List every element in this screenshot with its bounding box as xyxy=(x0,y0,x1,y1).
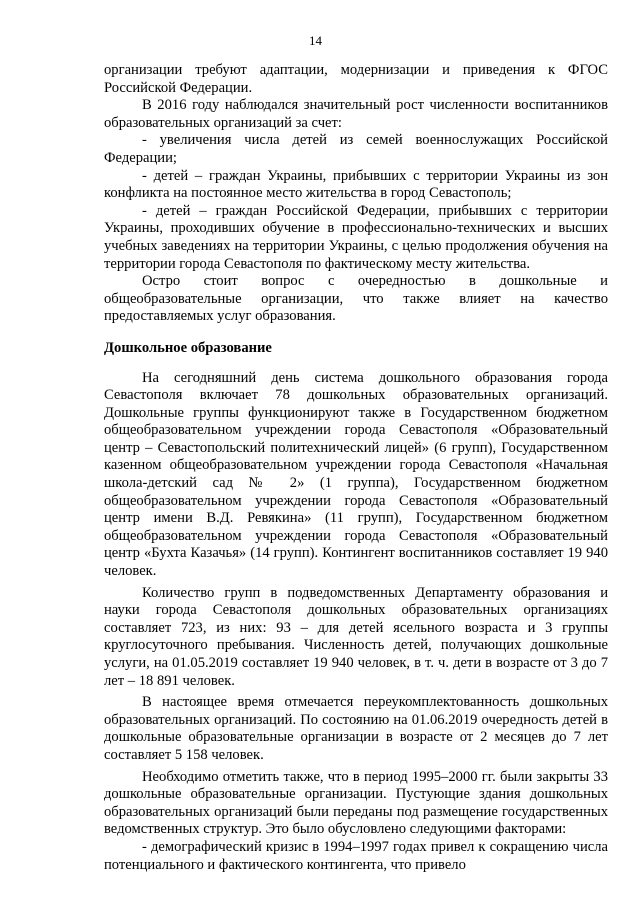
paragraph: В 2016 году наблюдался значительный рост численности воспитанников образовательных организаций за счет: xyxy=(104,97,608,131)
list-item: - увеличения числа детей из семей военнослужащих Российской Федерации; xyxy=(104,132,608,166)
paragraph: организации требуют адаптации, модернизации и приведения к ФГОС Российской Федерации. xyxy=(104,62,608,96)
section-heading: Дошкольное образование xyxy=(104,339,272,356)
paragraph: Количество групп в подведомственных Департаменту образования и науки города Севастополя дошкольных образовательных организациях составляет 723, из них: 93 – для детей ясельного возраста и 3 группы круглосуточного пребывания. Численность детей, получающих дошкольные услуги, на 01.05.2019 составляет 19 940 человек, в т. ч. дети в возрасте от 3 до 7 лет – 18 891 человек. xyxy=(104,584,608,689)
list-item: - демографический кризис в 1994–1997 годах привел к сокращению числа потенциального и фактического контингента, что привело xyxy=(104,838,608,873)
list-item: - детей – граждан Российской Федерации, прибывших с территории Украины, проходивших обучение в профессионально-технических и высших учебных заведениях на территории Украины, с целью продолжения обучения на территории города Севастополя по фактическому месту жительства. xyxy=(104,202,608,272)
paragraph: Остро стоит вопрос с очередностью в дошкольные и общеобразовательные организации, что также влияет на качество предоставляемых услуг образования. xyxy=(104,273,608,325)
paragraph: В настоящее время отмечается переукомплектованность дошкольных образовательных организаций. По состоянию на 01.06.2019 очередность детей в дошкольные образовательные организации в возрасте от 2 месяцев до 7 лет составляет 5 158 человек. xyxy=(104,694,608,763)
paragraph: На сегодняшний день система дошкольного образования города Севастополя включает 78 дошкольных образовательных организаций. Дошкольные группы функционируют также в Государственном бюджетном общеобразовательном учреждении города Севастополя «Образовательный центр – Севастопольский политехнический лицей» (6 групп), Государственном казенном общеобразовательном учреждении города Севастополя «Начальная школа-детский сад № 2» (1 группа), Государственном бюджетном общеобразовательном учреждении города Севастополя «Образовательный центр имени В.Д. Ревякина» (11 групп), Государственном бюджетном общеобразовательном учреждении города Севастополя «Образовательный центр «Бухта Казачья» (14 групп). Контингент воспитанников составляет 19 940 человек. xyxy=(104,369,608,580)
document-body xyxy=(104,62,608,874)
paragraph: Необходимо отметить также, что в период 1995–2000 гг. были закрыты 33 дошкольные образовательные организации. Пустующие здания дошкольных образовательных организаций были переданы под размещение государственных ведомственных структур. Это было обусловлено следующими факторами: xyxy=(104,768,608,838)
page-number: 14 xyxy=(309,33,322,48)
list-item: - детей – граждан Украины, прибывших с территории Украины из зон конфликта на постоянное место жительства в город Севастополь; xyxy=(104,167,608,202)
